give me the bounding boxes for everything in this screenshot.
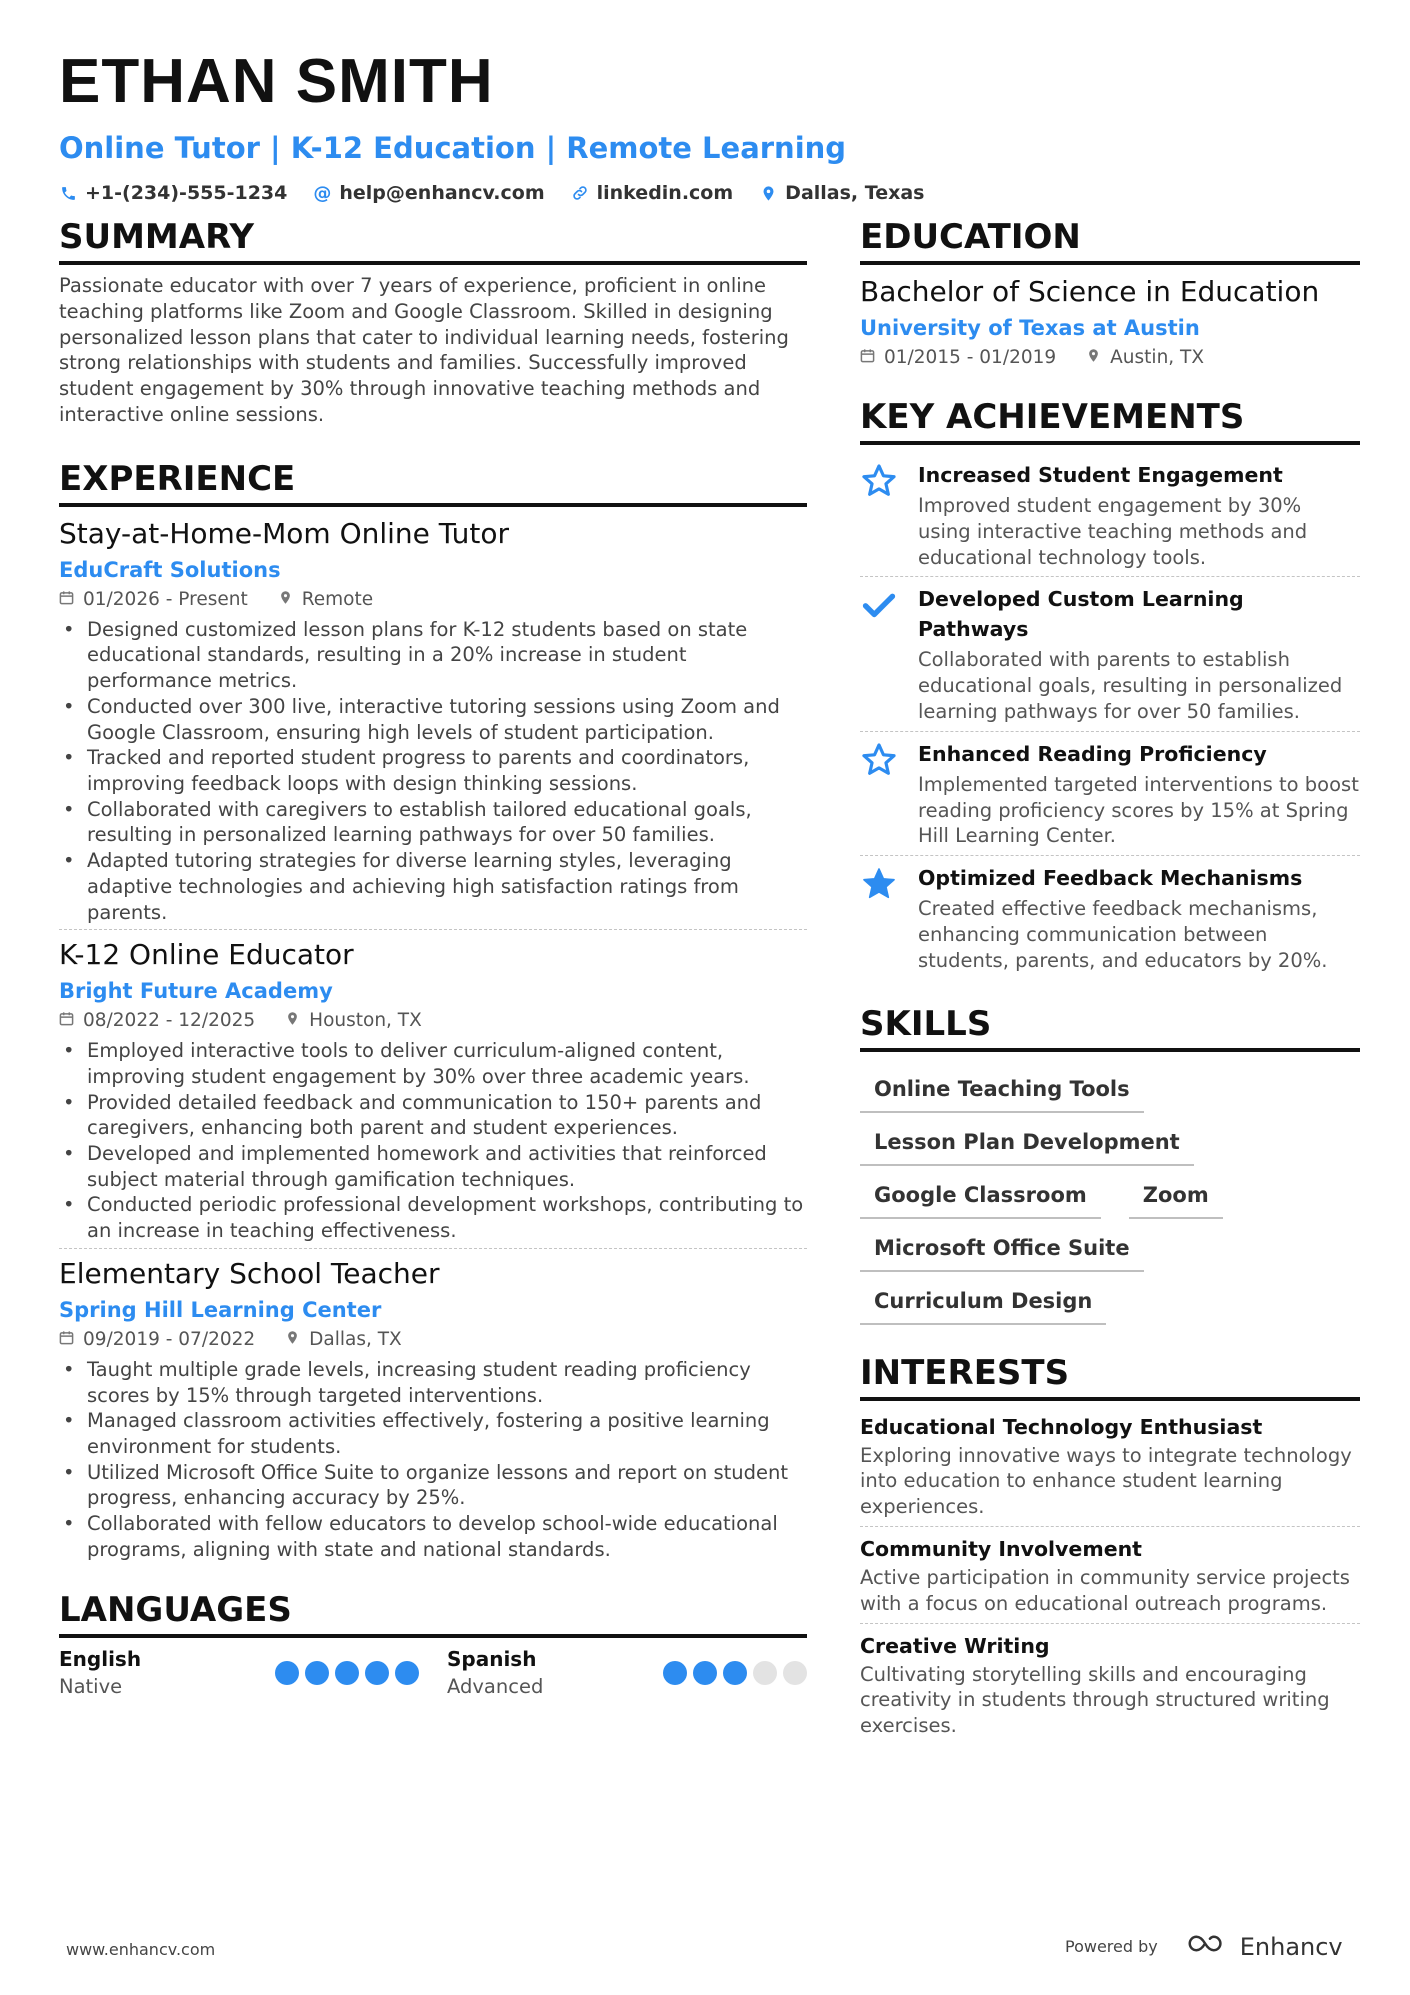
skill-tag: Online Teaching Tools [860, 1060, 1144, 1113]
job-bullet: • Tracked and reported student progress to parents and coordinators, improving feedback loops with design thinking sessions. [59, 745, 807, 796]
job-location-text: Remote [301, 588, 374, 610]
job-dates [59, 1006, 255, 1036]
job-bullets [59, 617, 807, 925]
powered-by-label: Powered by [1065, 1937, 1158, 1956]
job-entry [59, 1248, 807, 1567]
linkedin-text: linkedin.com [596, 182, 734, 204]
location-text: Dallas, Texas [785, 182, 925, 204]
rating-dot-filled [335, 1661, 359, 1685]
rating-dot-filled [305, 1661, 329, 1685]
map-pin-icon [285, 1325, 300, 1355]
skill-tag: Google Classroom [860, 1166, 1101, 1219]
education-location-text: Austin, TX [1110, 347, 1205, 368]
interests-heading: INTERESTS [860, 1351, 1360, 1401]
candidate-title: Online Tutor | K-12 Education | Remote Learning [59, 131, 847, 165]
contact-email[interactable] [313, 182, 544, 204]
rating-dot-filled [365, 1661, 389, 1685]
map-pin-icon [759, 184, 777, 202]
achievement-title: Enhanced Reading Proficiency [918, 741, 1267, 766]
language-level: Native [59, 1675, 123, 1699]
achievement-title: Optimized Feedback Mechanisms [918, 866, 1303, 891]
job-meta [59, 1006, 807, 1036]
skills-list [860, 1060, 1360, 1325]
skills-section [860, 1002, 1360, 1325]
contact-linkedin[interactable] [571, 182, 734, 204]
resume-header [59, 44, 1359, 204]
contact-location [759, 182, 924, 204]
skill-tag: Microsoft Office Suite [860, 1219, 1144, 1272]
calendar-icon [860, 343, 875, 373]
achievement-title: Increased Student Engagement [918, 463, 1283, 487]
rating-dot-empty [753, 1661, 777, 1685]
job-location [278, 585, 373, 615]
job-bullet: • Adapted tutoring strategies for diverse learning styles, leveraging adaptive technologies and achieving high satisfaction ratings from parents. [59, 848, 807, 925]
experience-heading: EXPERIENCE [59, 457, 807, 507]
candidate-name: ETHAN SMITH [59, 47, 494, 116]
calendar-icon [59, 1325, 74, 1355]
skill-tag: Lesson Plan Development [860, 1113, 1194, 1166]
achievement-item [860, 731, 1360, 855]
left-column [59, 215, 807, 1700]
summary-section [59, 215, 807, 428]
brand-name: Enhancv [1239, 1932, 1343, 1961]
experience-section [59, 457, 807, 1567]
job-bullet: • Conducted periodic professional development workshops, contributing to an increase in teaching effectiveness. [59, 1192, 807, 1243]
achievement-desc: Improved student engagement by 30% using interactive teaching methods and educational technology tools. [918, 494, 1308, 569]
job-location-text: Dallas, TX [309, 1328, 402, 1350]
contact-bar [59, 182, 1359, 204]
job-location-text: Houston, TX [309, 1010, 422, 1032]
interest-title: Creative Writing [860, 1633, 1050, 1658]
education-section [860, 215, 1360, 373]
checkmark-icon [860, 584, 918, 724]
job-entry [59, 929, 807, 1248]
achievement-desc: Created effective feedback mechanisms, enhancing communication between students, parents, and educators by 20%. [918, 897, 1328, 972]
job-dates-text: 09/2019 - 07/2022 [83, 1328, 256, 1350]
job-bullet: • Taught multiple grade levels, increasing student reading proficiency scores by 15% through targeted interventions. [59, 1357, 807, 1408]
job-bullet: • Provided detailed feedback and communication to 150+ parents and caregivers, enhancing both parent and student experiences. [59, 1090, 807, 1141]
company-name: EduCraft Solutions [59, 557, 281, 582]
rating-dot-filled [663, 1661, 687, 1685]
job-bullet: • Collaborated with fellow educators to develop school-wide educational programs, aligning with state and national standards. [59, 1511, 807, 1562]
summary-text: Passionate educator with over 7 years of experience, proficient in online teaching platforms like Zoom and Google Classroom. Skilled in designing personalized lesson plans that cater to individual learning needs, fostering strong relationships with students and families. Successfully improved student engagement by 30% through innovative teaching methods and interactive online sessions. [59, 274, 789, 426]
interest-item [860, 1409, 1360, 1526]
job-title: Elementary School Teacher [59, 1256, 440, 1290]
calendar-icon [59, 1006, 74, 1036]
education-meta [860, 343, 1360, 373]
rating-dot-filled [693, 1661, 717, 1685]
company-name: Bright Future Academy [59, 979, 333, 1004]
job-bullet: • Employed interactive tools to deliver curriculum-aligned content, improving student engagement by 30% over three academic years. [59, 1038, 807, 1089]
company-name: Spring Hill Learning Center [59, 1297, 382, 1322]
education-school: University of Texas at Austin [860, 316, 1200, 340]
job-bullet: • Conducted over 300 live, interactive tutoring sessions using Zoom and Google Classroom, ensuring high levels of student participation. [59, 694, 807, 745]
job-dates-text: 01/2026 - Present [83, 588, 248, 610]
education-dates [860, 343, 1056, 373]
phone-icon [59, 184, 77, 202]
language-item [447, 1646, 807, 1700]
achievement-desc: Implemented targeted interventions to boost reading proficiency scores by 15% at Spring Hill Learning Center. [918, 772, 1359, 848]
job-location [285, 1006, 422, 1036]
language-rating [663, 1661, 807, 1685]
interests-section [860, 1351, 1360, 1745]
map-pin-icon [1086, 343, 1101, 373]
job-bullet: • Utilized Microsoft Office Suite to organize lessons and report on student progress, enhancing accuracy by 25%. [59, 1460, 807, 1511]
rating-dot-empty [783, 1661, 807, 1685]
job-bullets [59, 1038, 807, 1244]
skill-tag: Curriculum Design [860, 1272, 1106, 1325]
interest-desc: Cultivating storytelling skills and encouraging creativity in students through structured writing exercises. [860, 1662, 1330, 1738]
achievement-desc: Collaborated with parents to establish educational goals, resulting in personalized learning pathways for over 50 families. [918, 648, 1343, 723]
language-name: English [59, 1647, 142, 1672]
star-outline-icon [860, 460, 918, 570]
star-outline-icon [860, 739, 918, 849]
interest-item [860, 1526, 1360, 1623]
job-title: K-12 Online Educator [59, 938, 354, 972]
achievement-item [860, 453, 1360, 576]
language-item [59, 1646, 419, 1700]
achievements-heading: KEY ACHIEVEMENTS [860, 395, 1360, 445]
contact-phone[interactable] [59, 182, 287, 204]
education-dates-text: 01/2015 - 01/2019 [884, 347, 1057, 368]
job-meta [59, 1325, 807, 1355]
languages-heading: LANGUAGES [59, 1588, 807, 1638]
interest-desc: Active participation in community service projects with a focus on educational outreach programs. [860, 1565, 1350, 1615]
map-pin-icon [278, 585, 293, 615]
job-dates-text: 08/2022 - 12/2025 [83, 1010, 256, 1032]
map-pin-icon [285, 1006, 300, 1036]
at-icon: @ [313, 182, 332, 204]
job-location [285, 1325, 402, 1355]
language-rating [275, 1661, 419, 1685]
job-entry [59, 515, 807, 929]
achievement-item [860, 855, 1360, 979]
language-info [59, 1646, 141, 1700]
language-name: Spanish [447, 1647, 537, 1672]
interest-desc: Exploring innovative ways to integrate technology into education to enhance student learning experiences. [860, 1443, 1352, 1519]
languages-section [59, 1588, 807, 1700]
footer-website[interactable]: www.enhancv.com [66, 1940, 216, 1959]
skills-heading: SKILLS [860, 1002, 1360, 1052]
interest-title: Educational Technology Enthusiast [860, 1414, 1263, 1439]
phone-text: +1-(234)-555-1234 [85, 182, 288, 204]
rating-dot-filled [395, 1661, 419, 1685]
footer-branding [1065, 1932, 1343, 1961]
achievement-item [860, 576, 1360, 730]
summary-heading: SUMMARY [59, 215, 807, 265]
email-text: help@enhancv.com [339, 182, 545, 204]
job-dates [59, 585, 248, 615]
right-column [860, 215, 1360, 1745]
education-location [1086, 343, 1204, 373]
skill-tag: Zoom [1129, 1166, 1223, 1219]
enhancv-logo-icon [1184, 1932, 1230, 1961]
link-icon [571, 184, 589, 202]
job-title: Stay-at-Home-Mom Online Tutor [59, 516, 510, 550]
job-bullets [59, 1357, 807, 1563]
brand-logo[interactable] [1184, 1932, 1343, 1961]
star-filled-icon [860, 863, 918, 973]
education-heading: EDUCATION [860, 215, 1360, 265]
achievement-title: Developed Custom Learning Pathways [918, 587, 1244, 642]
job-bullet: • Designed customized lesson plans for K-12 students based on state educational standards, resulting in a 20% increase in student performance metrics. [59, 617, 807, 694]
job-bullet: • Managed classroom activities effectively, fostering a positive learning environment for students. [59, 1408, 807, 1459]
interest-item [860, 1623, 1360, 1745]
education-degree: Bachelor of Science in Education [860, 275, 1320, 308]
languages-list [59, 1646, 807, 1700]
rating-dot-filled [275, 1661, 299, 1685]
achievements-section [860, 395, 1360, 980]
rating-dot-filled [723, 1661, 747, 1685]
language-info [447, 1646, 543, 1700]
job-meta [59, 585, 807, 615]
job-bullet: • Developed and implemented homework and activities that reinforced subject material through gamification techniques. [59, 1141, 807, 1192]
job-dates [59, 1325, 255, 1355]
calendar-icon [59, 585, 74, 615]
interest-title: Community Involvement [860, 1536, 1142, 1561]
job-bullet: • Collaborated with caregivers to establish tailored educational goals, resulting in personalized learning pathways for over 50 families. [59, 797, 807, 848]
language-level: Advanced [447, 1675, 544, 1699]
